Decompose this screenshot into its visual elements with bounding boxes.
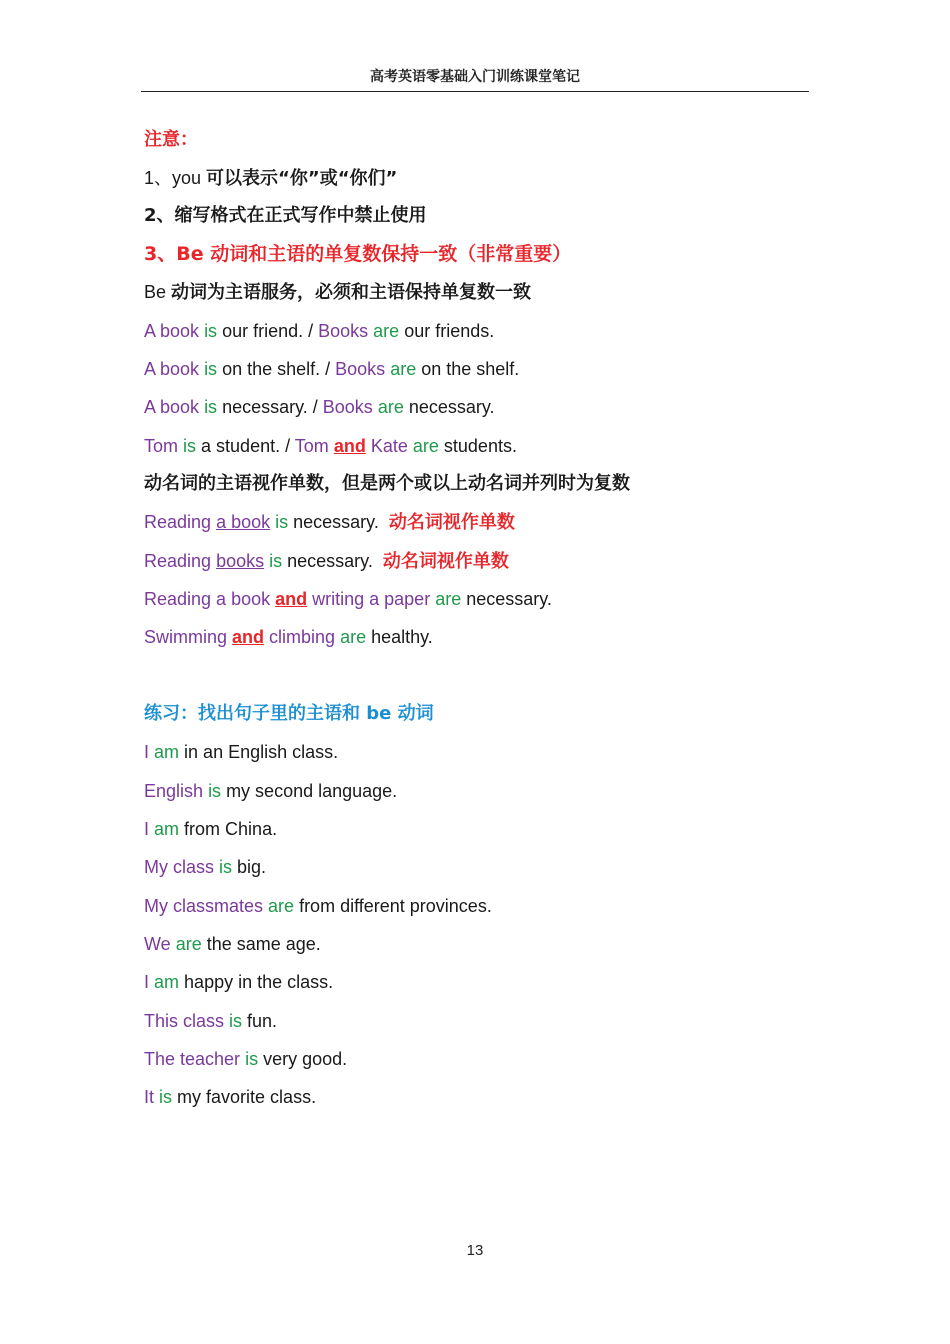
be-verb: is bbox=[219, 857, 233, 877]
be-verb: are bbox=[340, 627, 367, 647]
example-line bbox=[144, 434, 517, 458]
be-verb: am bbox=[154, 742, 180, 762]
rest: students. bbox=[438, 436, 517, 456]
subject: This class bbox=[144, 1011, 225, 1031]
subject: A book bbox=[144, 359, 200, 379]
be-verb: is bbox=[183, 436, 197, 456]
subject: Reading bbox=[144, 551, 217, 571]
rest: my second language. bbox=[221, 781, 398, 801]
subject: Reading a book bbox=[144, 589, 276, 609]
note-item-1-text: 可以表示“你”或“你们” bbox=[206, 168, 398, 189]
example-line bbox=[144, 357, 519, 381]
example-line bbox=[144, 587, 552, 611]
subject: My class bbox=[144, 857, 215, 877]
rest: on the shelf. / bbox=[217, 359, 336, 379]
be-verb: is bbox=[204, 359, 218, 379]
be-verb: are bbox=[377, 397, 404, 417]
subject: Tom bbox=[294, 436, 329, 456]
conjunction-and: and bbox=[333, 436, 366, 456]
be-verb: are bbox=[373, 321, 400, 341]
be-verb: is bbox=[275, 512, 289, 532]
subject: Tom bbox=[144, 436, 179, 456]
subject: A book bbox=[144, 397, 200, 417]
rest: my favorite class. bbox=[172, 1087, 317, 1107]
subject: Kate bbox=[370, 436, 408, 456]
subject: English bbox=[144, 781, 204, 801]
be-verb: is bbox=[204, 321, 218, 341]
practice-item bbox=[144, 894, 492, 918]
conjunction-and: and bbox=[232, 627, 265, 647]
practice-item bbox=[144, 740, 338, 764]
be-verb: is bbox=[229, 1011, 243, 1031]
practice-item bbox=[144, 1085, 316, 1109]
be-verb: am bbox=[154, 819, 180, 839]
be-verb: is bbox=[269, 551, 283, 571]
rest: a student. / bbox=[196, 436, 295, 456]
notes-title: 注意： bbox=[144, 129, 198, 150]
rule-be-verb-text: 动词为主语服务，必须和主语保持单复数一致 bbox=[171, 282, 532, 303]
note-item-1-prefix: 1、you bbox=[144, 168, 207, 188]
rest: on the shelf. bbox=[416, 359, 520, 379]
practice-item bbox=[144, 1009, 277, 1033]
rest: big. bbox=[232, 857, 267, 877]
rest: necessary. bbox=[403, 397, 495, 417]
subject: A book bbox=[144, 321, 200, 341]
subject: writing a paper bbox=[307, 589, 436, 609]
example-line bbox=[144, 625, 433, 649]
note-item-3: 3、Be 动词和主语的单复数保持一致（非常重要） bbox=[144, 243, 572, 265]
rest: in an English class. bbox=[179, 742, 339, 762]
be-verb: are bbox=[175, 934, 202, 954]
rest: necessary. bbox=[282, 551, 373, 571]
practice-item bbox=[144, 779, 397, 803]
note-item-2: 2、缩写格式在正式写作中禁止使用 bbox=[144, 205, 427, 226]
subject: Reading bbox=[144, 512, 217, 532]
rule-gerund: 动名词的主语视作单数，但是两个或以上动名词并列时为复数 bbox=[144, 473, 630, 494]
be-verb: am bbox=[154, 972, 180, 992]
subject: It bbox=[144, 1087, 155, 1107]
practice-item bbox=[144, 932, 321, 956]
be-verb: is bbox=[245, 1049, 259, 1069]
rest: necessary. bbox=[288, 512, 379, 532]
subject: I bbox=[144, 972, 150, 992]
subject: The teacher bbox=[144, 1049, 241, 1069]
example-line bbox=[144, 395, 495, 419]
subject: Books bbox=[318, 321, 369, 341]
subject: I bbox=[144, 819, 150, 839]
subject: Books bbox=[322, 397, 373, 417]
rest: the same age. bbox=[201, 934, 321, 954]
subject: I bbox=[144, 742, 150, 762]
rest: our friends. bbox=[399, 321, 495, 341]
note-label: 动名词视作单数 bbox=[382, 551, 509, 572]
subject: We bbox=[144, 934, 171, 954]
be-verb: is bbox=[159, 1087, 173, 1107]
be-verb: are bbox=[390, 359, 417, 379]
rest: our friend. / bbox=[217, 321, 319, 341]
object: books bbox=[216, 551, 265, 571]
rest: healthy. bbox=[366, 627, 433, 647]
page-header-title: 高考英语零基础入门训练课堂笔记 bbox=[370, 69, 580, 85]
rest: happy in the class. bbox=[179, 972, 334, 992]
practice-item bbox=[144, 970, 333, 994]
header-divider bbox=[141, 91, 809, 92]
rest: fun. bbox=[242, 1011, 278, 1031]
page-number: 13 bbox=[466, 1242, 484, 1259]
rule-be-verb bbox=[144, 280, 531, 305]
practice-title: 练习：找出句子里的主语和 be 动词 bbox=[144, 703, 434, 724]
object: a book bbox=[216, 512, 271, 532]
be-verb: are bbox=[435, 589, 462, 609]
be-verb: are bbox=[268, 896, 295, 916]
subject: Books bbox=[335, 359, 386, 379]
conjunction-and: and bbox=[275, 589, 308, 609]
practice-item bbox=[144, 1047, 347, 1071]
subject: Swimming bbox=[144, 627, 233, 647]
be-verb: is bbox=[208, 781, 222, 801]
practice-item bbox=[144, 817, 277, 841]
rest: from different provinces. bbox=[294, 896, 492, 916]
note-label: 动名词视作单数 bbox=[388, 512, 515, 533]
example-line bbox=[144, 549, 509, 574]
rest: very good. bbox=[258, 1049, 348, 1069]
example-line bbox=[144, 510, 515, 535]
subject: My classmates bbox=[144, 896, 264, 916]
subject: climbing bbox=[264, 627, 341, 647]
rest: necessary. / bbox=[217, 397, 323, 417]
be-verb: are bbox=[412, 436, 439, 456]
be-verb: is bbox=[204, 397, 218, 417]
note-item-1 bbox=[144, 166, 397, 191]
rest: from China. bbox=[179, 819, 278, 839]
rest: necessary. bbox=[461, 589, 552, 609]
practice-item bbox=[144, 855, 266, 879]
example-line bbox=[144, 319, 494, 343]
rule-be-verb-prefix: Be bbox=[144, 282, 172, 302]
